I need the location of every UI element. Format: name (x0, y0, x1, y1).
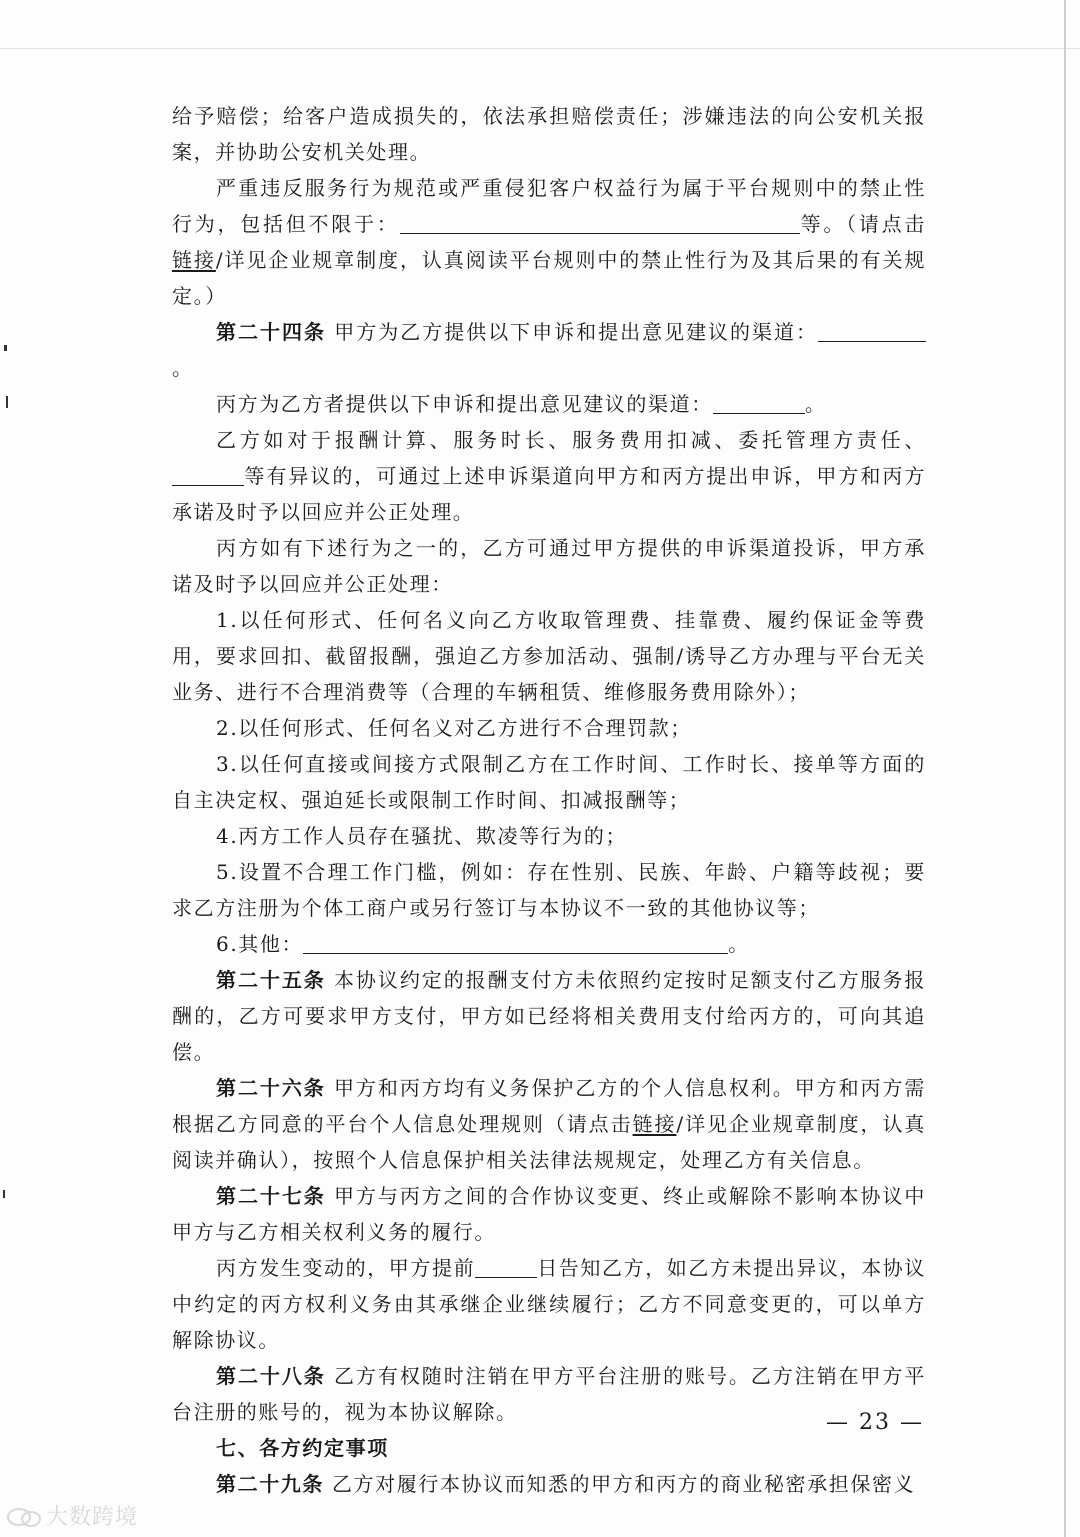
scan-speck (4, 345, 7, 351)
paragraph-text: 。 (728, 932, 750, 956)
paragraph-p5 (172, 422, 926, 530)
paragraph-text: 丙方为乙方者提供以下申诉和提出意见建议的渠道： (216, 392, 713, 416)
paragraph-text: 丙方发生变动的，甲方提前 (216, 1256, 476, 1280)
scan-speck (3, 1190, 5, 1198)
paragraph-text: 给予赔偿；给客户造成损失的，依法承担赔偿责任；涉嫌违法的向公安机关报案，并协助公安机关处理。 (172, 104, 926, 164)
fill-in-blank (713, 393, 805, 414)
paragraph-p1 (172, 98, 926, 170)
paragraph-p7 (172, 602, 926, 710)
paragraph-p11 (172, 854, 926, 926)
paragraph-p4 (172, 386, 926, 422)
clause-heading: 第二十九条 (216, 1472, 324, 1496)
paragraph-p2 (172, 170, 926, 314)
fill-in-blank (172, 465, 244, 486)
fill-in-blank (303, 933, 728, 954)
paragraph-p14 (172, 1070, 926, 1178)
document-body (172, 98, 926, 1502)
paragraph-text: 。 (804, 392, 827, 416)
paragraph-p8 (172, 710, 926, 746)
paragraph-p12 (172, 926, 926, 962)
watermark (6, 1500, 138, 1531)
clause-heading: 第二十六条 (216, 1076, 326, 1100)
paragraph-text: 2.以任何形式、任何名义对乙方进行不合理罚款； (216, 716, 692, 740)
paragraph-p18 (172, 1430, 926, 1466)
paragraph-p19 (172, 1466, 926, 1502)
scan-edge-right (1064, 0, 1066, 1537)
paragraph-text: 本协议约定的报酬支付方未依照约定按时足额支付乙方服务报酬的，乙方可要求甲方支付，甲方如已经将相关费用支付给丙方的，可向其追偿。 (172, 968, 926, 1064)
paragraph-p3 (172, 314, 926, 386)
fill-in-blank (400, 213, 800, 234)
paragraph-text: 严重违反服务行为规范或严重侵犯客户权益行为属于平台规则中的禁止性行为，包括但不限于： (172, 176, 926, 236)
clause-heading: 第二十七条 (216, 1184, 326, 1208)
clause-heading: 第二十五条 (216, 968, 326, 992)
paragraph-text: 甲方和丙方均有义务保护乙方的个人信息权利。甲方和丙方需根据乙方同意的平台个人信息处理规则（请点击 (172, 1076, 926, 1136)
paragraph-text: 乙方如对于报酬计算、服务时长、服务费用扣减、委托管理方责任、 (216, 428, 926, 452)
scan-edge-top (0, 48, 1080, 49)
paragraph-text: 6.其他： (216, 932, 304, 956)
paragraph-text: /详见企业规章制度，认真阅读并确认），按照个人信息保护相关法律法规规定，处理乙方有关信息。 (172, 1112, 926, 1172)
paragraph-text: 等。（请点击 (799, 212, 926, 236)
paragraph-text: 。 (172, 356, 194, 380)
scan-speck (6, 396, 8, 408)
clause-heading: 第二十四条 (216, 320, 326, 344)
paragraph-text: 3.以任何直接或间接方式限制乙方在工作时间、工作时长、接单等方面的自主决定权、强迫延长或限制工作时间、扣减报酬等； (172, 752, 926, 812)
paragraph-text: 5.设置不合理工作门槛，例如：存在性别、民族、年龄、户籍等歧视；要求乙方注册为个体工商户或另行签订与本协议不一致的其他协议等； (172, 860, 926, 920)
paragraph-p15 (172, 1178, 926, 1250)
paragraph-text: 乙方有权随时注销在甲方平台注册的账号。乙方注销在甲方平台注册的账号的，视为本协议解除。 (172, 1364, 926, 1424)
link-text[interactable]: 链接 (632, 1112, 677, 1136)
page-number: — 23 — (826, 1410, 924, 1435)
paragraph-text: 等有异议的，可通过上述申诉渠道向甲方和丙方提出申诉，甲方和丙方承诺及时予以回应并公正处理。 (172, 464, 926, 524)
fill-in-blank (475, 1257, 537, 1278)
paragraph-text: 乙方对履行本协议而知悉的甲方和丙方的商业秘密承担保密义 (324, 1472, 916, 1496)
paragraph-p16 (172, 1250, 926, 1358)
clause-heading: 七、各方约定事项 (216, 1436, 389, 1460)
paragraph-text: 甲方与丙方之间的合作协议变更、终止或解除不影响本协议中甲方与乙方相关权利义务的履行。 (172, 1184, 926, 1244)
paragraph-p10 (172, 818, 926, 854)
paragraph-text: 日告知乙方，如乙方未提出异议，本协议中约定的丙方权利义务由其承继企业继续履行；乙方不同意变更的，可以单方解除协议。 (172, 1256, 927, 1352)
watermark-text: 大数跨境 (46, 1505, 139, 1530)
fill-in-blank (818, 321, 926, 342)
paragraph-text: 4.丙方工作人员存在骚扰、欺凌等行为的； (216, 824, 628, 848)
paragraph-p17 (172, 1358, 926, 1430)
link-text[interactable]: 链接 (172, 248, 216, 272)
paragraph-p6 (172, 530, 926, 602)
paragraph-text: 甲方为乙方提供以下申诉和提出意见建议的渠道： (325, 320, 818, 344)
paragraph-text: 丙方如有下述行为之一的，乙方可通过甲方提供的申诉渠道投诉，甲方承诺及时予以回应并公正处理： (172, 536, 926, 596)
paragraph-p9 (172, 746, 926, 818)
paragraph-text: 1.以任何形式、任何名义向乙方收取管理费、挂靠费、履约保证金等费用，要求回扣、截留报酬，强迫乙方参加活动、强制/诱导乙方办理与平台无关业务、进行不合理消费等（合理的车辆租赁、维修服务费用除外）； (172, 608, 926, 704)
paragraph-p13 (172, 962, 926, 1070)
paragraph-text: /详见企业规章制度，认真阅读平台规则中的禁止性行为及其后果的有关规定。） (172, 248, 927, 308)
chat-bubble-logo-icon (6, 1507, 42, 1529)
clause-heading: 第二十八条 (216, 1364, 326, 1388)
